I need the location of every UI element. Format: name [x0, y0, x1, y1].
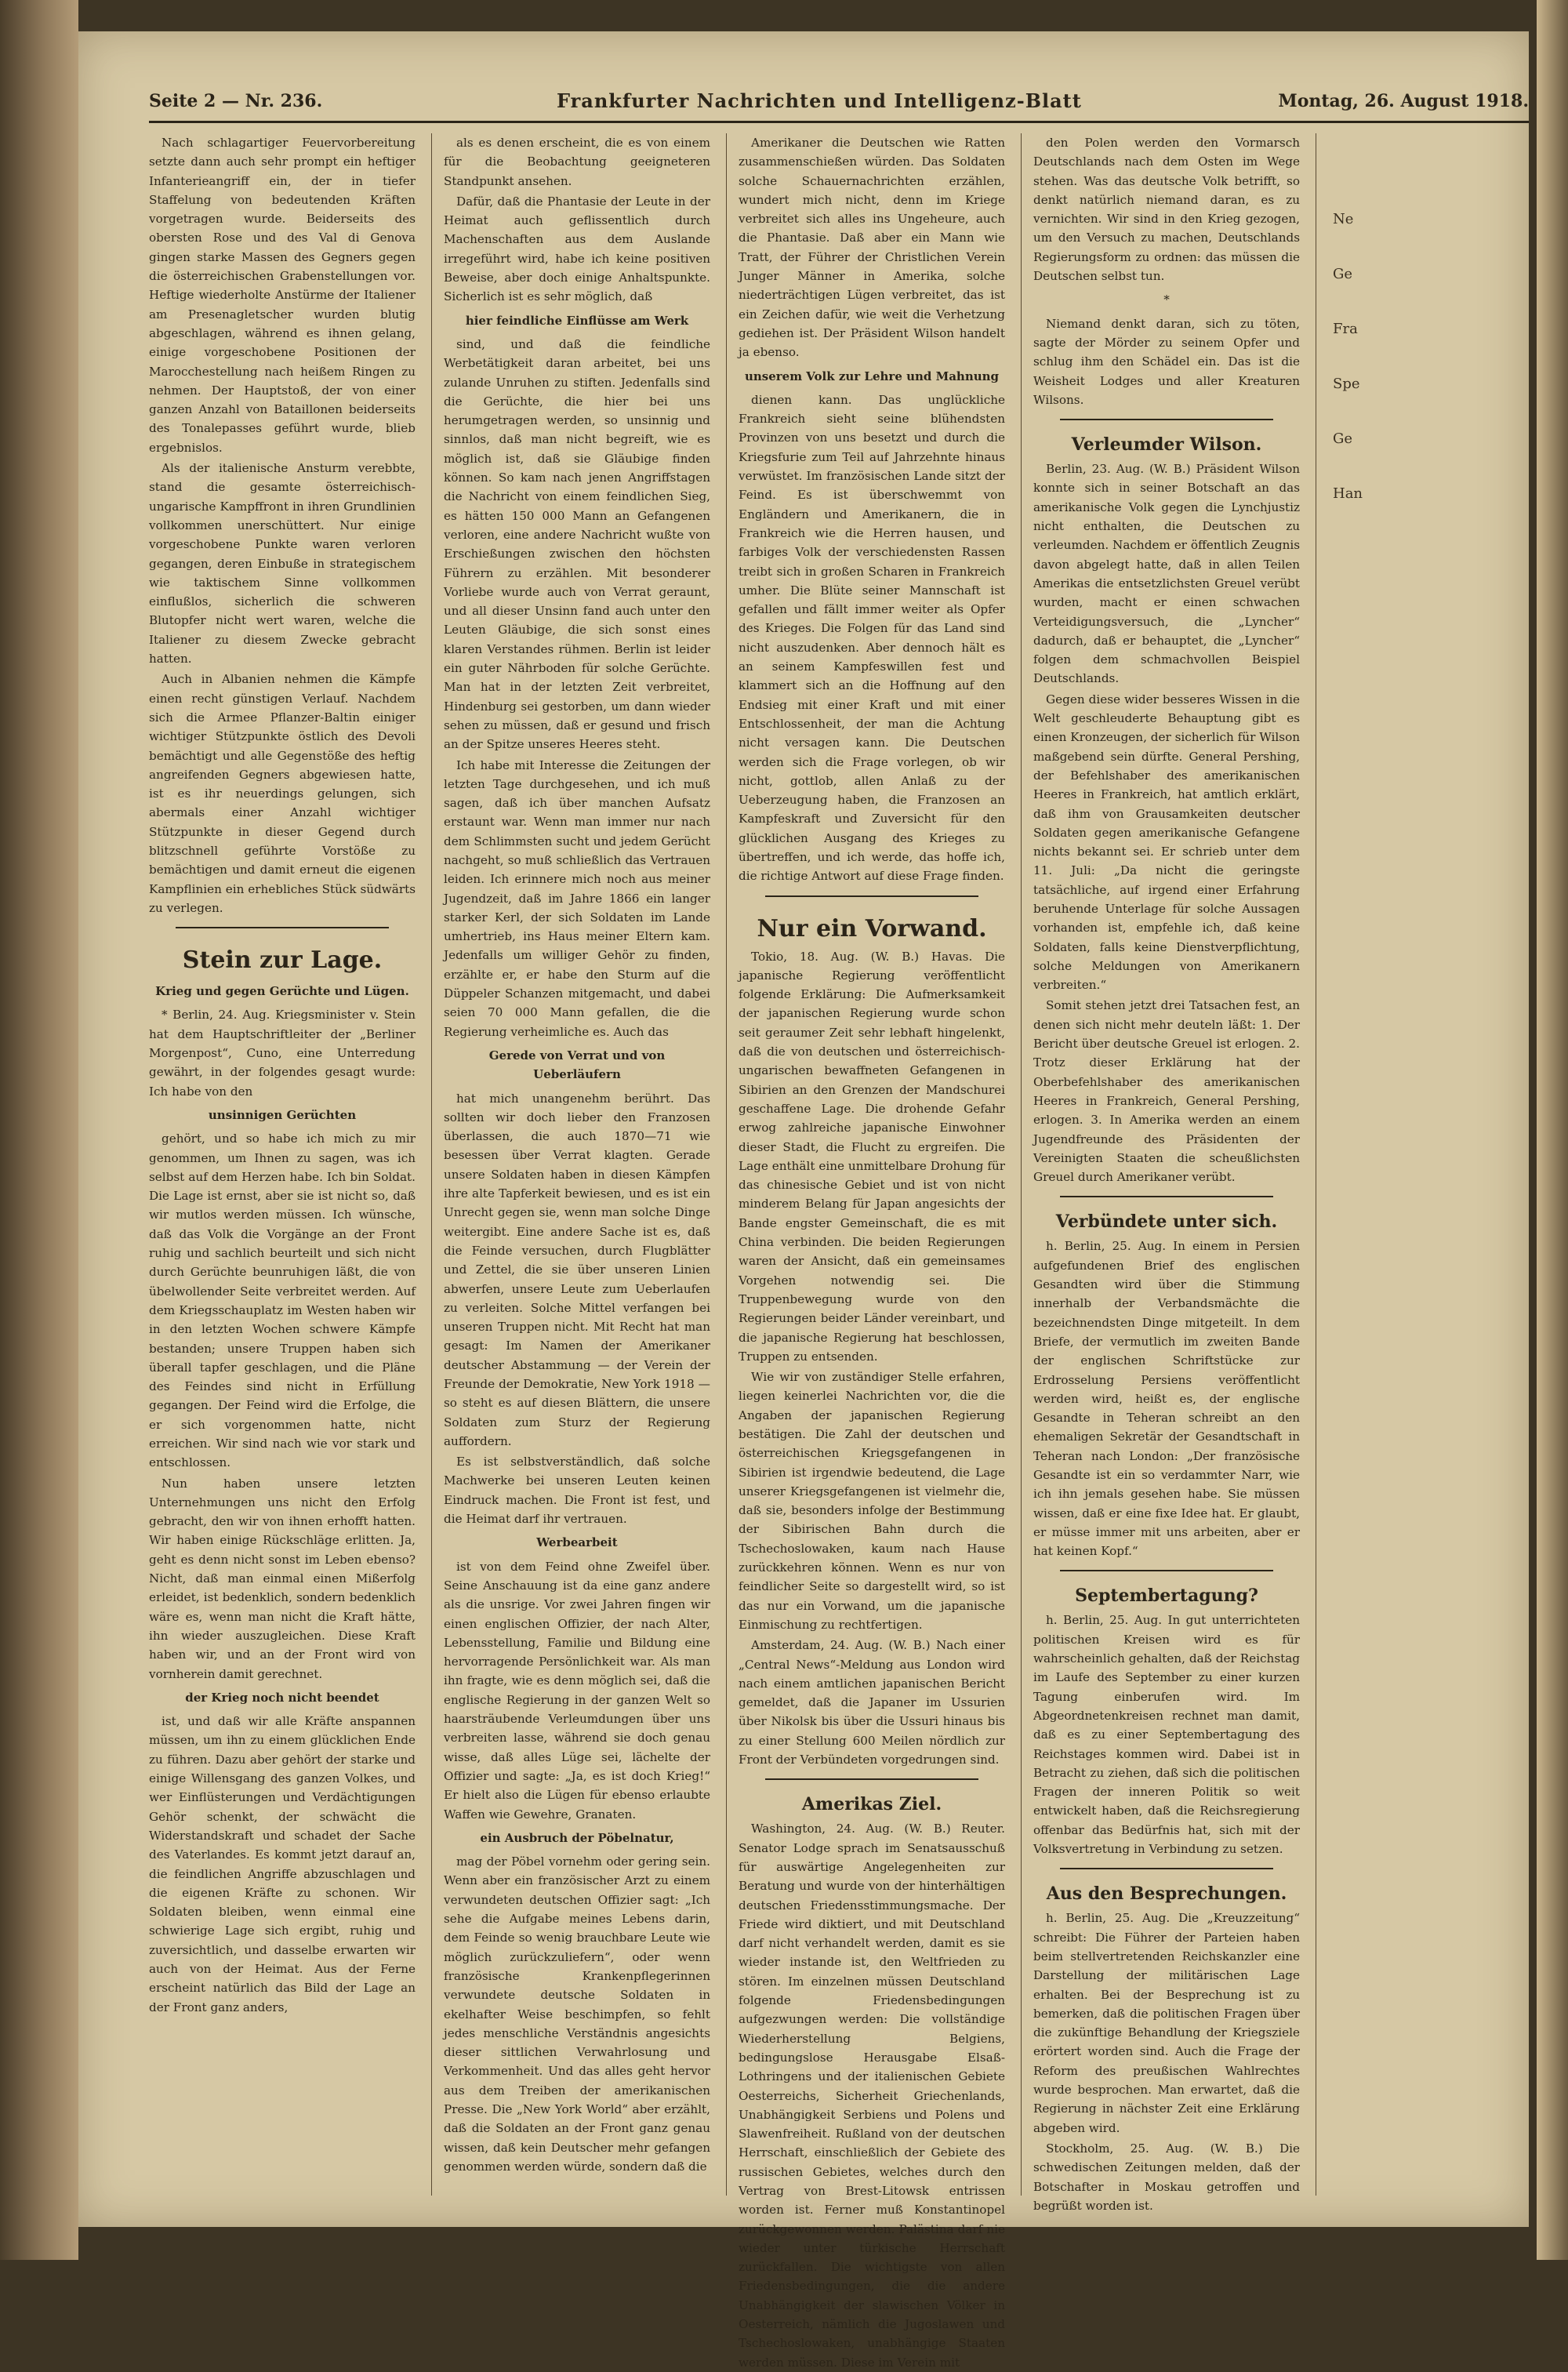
paragraph: dienen kann. Das unglückliche Frankreich sieht seine blühendsten Provinzen von uns besetzt und durch die Kriegsfurie zum Teil auf Jahrzehnte hinaus verwüstet. Im französischen Lande sitzt der Feind. Es ist überschwemmt von Engländern und Amerikanern, die in Frankreich wie die Herren hausen, und farbiges Volk der verschiedensten Rassen treibt sich in großen Scharen in Frankreich umher. Die Blüte seiner Mannschaft ist gefallen und fällt immer weiter als Opfer des Krieges. Die Folgen für das Land sind nicht auszudenken. Aber dennoch hält es an seinem Kampfeswillen fest und klammert sich an die Hoffnung auf den Endsieg mit einer Kraft und mit einer Entschlossenheit, der man die Achtung nicht versagen kann. Die Deutschen werden sich die Frage vorlegen, ob wir nicht, gottlob, allen Anlaß zu der Ueberzeugung haben, die Franzosen an Kampfeskraft und Zuversicht für den glücklichen Ausgang des Krieges zu übertreffen, und ich werde, das hoffe ich, die richtige Antwort auf diese Frage finden. — [739, 392, 1005, 884]
asterisk-separator: * — [1163, 292, 1170, 307]
divider — [765, 895, 978, 897]
fragment-text: Fra — [1333, 321, 1358, 337]
paragraph: Stockholm, 25. Aug. (W. B.) Die schwedischen Zeitungen melden, daß der Botschafter in Moskau getroffen und begrüßt worden ist. — [1033, 2141, 1300, 2213]
paragraph: Gegen diese wider besseres Wissen in die Welt geschleuderte Behauptung gibt es einen Kronzeugen, der sicherlich für Wilson maßgebend sein dürfte. General Pershing, der Befehlshaber des amerikanischen Heeres in Frankreich, hat amtlich erklärt, daß ihm von Grausamkeiten deutscher Soldaten gegen amerikanische Gefangene nichts bekannt sei. Er schrieb unter dem 11. Juli: „Da nicht die geringste tatsächliche, auf irgend einer Erfahrung beruhende Unterlage für solche Aussagen vorhanden ist, empfehle ich, daß keine Soldaten, falls keine Dienstverpflichtung, solche Meldungen von Amerikanern verbreiten.“ — [1033, 692, 1300, 993]
headline-besprechungen: Aus den Besprechungen. — [1046, 1883, 1287, 1905]
paragraph: ist, und daß wir alle Kräfte anspannen müssen, um ihn zu einem glücklichen Ende zu führen. Dazu aber gehört der starke und einige Willensgang des ganzen Volkes, und wer Einflüsterungen und Verdächtigungen Gehör schenkt, der schwächt die Widerstandskraft und schadet der Sache des Vaterlandes. Es kommt jetzt darauf an, die feindlichen Angriffe abzuschlagen und die eigenen Kräfte zu schonen. Wir Soldaten bleiben, wenn einmal eine schwierige Lage sich ergibt, ruhig und zuversichtlich, und dasselbe erwarten wir auch von der Heimat. Aus der Ferne erscheint natürlich das Bild der Lage an der Front ganz anders, — [149, 1714, 416, 2014]
headline-wilson: Verleumder Wilson. — [1071, 434, 1262, 456]
book-spine — [0, 0, 78, 2260]
paragraph: mag der Pöbel vornehm oder gering sein. Wenn aber ein französischer Arzt zu einem verwundeten deutschen Offizier sagt: „Ich sehe die Aufgabe meines Lebens darin, dem Feinde so wenig brauchbare Leute wie möglich zurückzuliefern“, oder wenn französische Krankenpflegerinnen verwundete deutsche Soldaten in ekelhafter Weise beschimpfen, so fehlt jedes menschliche Verständnis angesichts dieser sittlichen Verwahrlosung und Verkommenheit. Und das alles geht hervor aus dem Treiben der amerikanischen Presse. Die „New York World“ aber erzählt, daß die Soldaten an der Front ganz genau wissen, daß kein Deutscher mehr gefangen genommen werden würde, sondern daß die — [444, 1854, 710, 2174]
paragraph: Tokio, 18. Aug. (W. B.) Havas. Die japanische Regierung veröffentlicht folgende Erklärung: Die Aufmerksamkeit der japanischen Regierung wurde schon seit geraumer Zeit sehr lebhaft hingelenkt, daß die von deutschen und österreichisch-ungarischen bewaffneten Gefangenen in Sibirien an den Grenzen der Mandschurei geschaffene Lage. Die drohende Gefahr erwog zahlreiche japanische Einwohner dieser Stadt, die Flucht zu ergreifen. Die Lage enthält eine unmittelbare Drohung für das chinesische Gebiet und ist von nicht minderem Belang für Japan angesichts der Bande engster Gemeinschaft, die es mit China verbinden. Die beiden Regierungen waren der Ansicht, daß ein gemeinsames Vorgehen notwendig sei. Die Truppenbewegung wurde von den Regierungen beider Länder vereinbart, und die japanische Regierung hat beschlossen, Truppen zu entsenden. — [739, 949, 1005, 1364]
newspaper-page — [78, 31, 1529, 2370]
paragraph: Wie wir von zuständiger Stelle erfahren, liegen keinerlei Nachrichten vor, die die Angaben der japanischen Regierung bestätigen. Die Zahl der deutschen und österreichischen Kriegsgefangenen in Sibirien ist irgendwie bedeutend, die Lage unserer Kriegsgefangenen ist vielmehr die, daß sie, besonders infolge der Bestimmung der Sibirischen Bahn durch die Tschechoslowaken, kaum nach Hause zurückkehren können. Wenn es nur von feindlicher Seite so dargestellt wird, so ist das nur ein Vorwand, um die japanische Einmischung zu rechtfertigen. — [739, 1370, 1005, 1632]
divider — [1060, 1868, 1273, 1869]
page-edge — [1537, 0, 1568, 2260]
column-1 — [149, 133, 416, 2203]
paragraph: Nach schlagartiger Feuervorbereitung setzte dann auch sehr prompt ein heftiger Infanterieangriff ein, der in tiefer Staffelung von bedeutenden Kräften vorgetragen wurde. Beiderseits des obersten Rose und des Val di Genova gingen starke Massen des Gegners gegen die österreichischen Grabenstellungen vor. Heftige wiederholte Anstürme der Italiener am Presenagletscher wurden blutig abgeschlagen, während es ihnen gelang, einige vorgeschobene Positionen der Marocchestellung nach heißem Ringen zu nehmen. Der Hauptstoß, der von einer ganzen Anzahl von Bataillonen beiderseits des Tonalepasses geführt wurde, blieb ergebnislos. — [149, 136, 416, 455]
paragraph: gehört, und so habe ich mich zu mir genommen, um Ihnen zu sagen, was ich selbst auf dem Herzen habe. Ich bin Soldat. Die Lage ist ernst, aber sie ist nicht so, daß wir mutlos werden müssen. Ich wünsche, daß das Volk die Vorgänge an der Front ruhig und sachlich beurteilt und sich nicht durch Gerüchte beunruhigen läßt, die von übelwollender Seite verbreitet werden. Auf dem Kriegsschauplatz im Westen haben wir in den letzten Wochen schwere Kämpfe bestanden; unsere Truppen haben sich überall tapfer geschlagen, und die Pläne des Feindes sind nicht in Erfüllung gegangen. Der Feind wird die Erfolge, die er sich vorgenommen hatte, nicht erreichen. Wir sind nach wie vor stark und entschlossen. — [149, 1132, 416, 1470]
paragraph: Amsterdam, 24. Aug. (W. B.) Nach einer „Central News“-Meldung aus London wird nach einem amtlichen japanischen Bericht gemeldet, daß die Japaner im Ussurien über Nikolsk bis über die Ussuri hinaus bis zu einer Stellung 600 Meilen nördlich zur Front der Verbündeten vorgedrungen sind. — [739, 1638, 1005, 1767]
page-number: Seite 2 — Nr. 236. — [149, 91, 323, 111]
paragraph: * Berlin, 24. Aug. Kriegsminister v. Stein hat dem Hauptschriftleiter der „Berliner Morgenpost“, Cuno, eine Unterredung gewährt, in der folgendes gesagt wurde: Ich habe von den — [149, 1008, 416, 1099]
newspaper-name: Frankfurter Nachrichten und Intelligenz-Blatt — [557, 89, 1082, 112]
masthead — [149, 86, 1529, 123]
fragment-text: Ge — [1333, 430, 1353, 447]
column-2 — [444, 133, 710, 2203]
paragraph: Auch in Albanien nehmen die Kämpfe einen recht günstigen Verlauf. Nachdem sich die Armee Pflanzer-Baltin einiger wichtiger Stützpunkte östlich des Devoli bemächtigt und alle Gegenstöße des heftig angreifenden Gegners abgewiesen hatte, ist es ihr neuerdings gelungen, sich abermals einer Anzahl wichtiger Stützpunkte in dieser Gegend durch blitzschnell geführte Vorstöße zu bemächtigen und damit erneut die eigenen Kampflinien ein erhebliches Stück südwärts zu verlegen. — [149, 672, 416, 915]
paragraph: ist von dem Feind ohne Zweifel über. Seine Anschauung ist da eine ganz andere als die unsrige. Vor zwei Jahren fingen wir einen englischen Offizier, der nach Alter, Lebensstellung, Familie und Bildung eine hervorragende Persönlichkeit war. Als man ihn fragte, wie es denn möglich sei, daß die englische Regierung in der ganzen Welt so haarsträubende Verleumdungen über uns verbreiten lasse, während sie doch genau wisse, daß alles Lüge sei, lächelte der Offizier und sagte: „Ja, es ist doch Krieg!“ Er hielt also die Lügen für ebenso erlaubte Waffen wie Gewehre, Granaten. — [444, 1559, 710, 1822]
column-3 — [739, 133, 1005, 2370]
paragraph: h. Berlin, 25. Aug. In einem in Persien aufgefundenen Brief des englischen Gesandten wird über die Stimmung innerhalb der Verbandsmächte die bezeichnendsten Dinge mitgeteilt. In dem Briefe, der vermutlich im zweiten Bande der englischen Schriftstücke zur Erdrosselung Persiens veröffentlicht werden wird, heißt es, der englische Gesandte in Teheran schreibt an den ehemaligen Sekretär der Gesandtschaft in Teheran nach London: „Der französische Gesandte ist ein so verdammter Narr, wie ich ihn jemals gesehen habe. Sie müssen wissen, daß er eine fixe Idee hat. Er glaubt, er müsse immer mit uns arbeiten, aber er hat keinen Kopf.“ — [1033, 1239, 1300, 1559]
headline-amerika: Amerikas Ziel. — [801, 1794, 942, 1815]
paragraph: Ich habe mit Interesse die Zeitungen der letzten Tage durchgesehen, und ich muß sagen, daß ich über manchen Aufsatz erstaunt war. Wenn man immer nur nach dem Schlimmsten sucht und jedem Gerücht nachgeht, so muß schließlich das Vertrauen leiden. Ich erinnere mich noch aus meiner Jugendzeit, daß im Jahre 1866 ein langer starker Kerl, der sich Soldaten im Lande umhertrieb, ins Haus meiner Eltern kam. Jedenfalls um williger Gehör zu finden, erzählte er, er habe den Sturm auf die Düppeler Schanzen mitgemacht, und dabei seien 70 000 Mann gefallen, die die Regierung verheimliche es. Auch das — [444, 757, 710, 1039]
inline-heading: ein Ausbruch der Pöbelnatur, — [480, 1830, 674, 1845]
paragraph: Nun haben unsere letzten Unternehmungen uns nicht den Erfolg gebracht, den wir von ihnen erhofft hatten. Wir haben einige Rückschläge erlitten. Ja, geht es denn nicht sonst im Leben ebenso? Nicht, daß man einmal einen Mißerfolg erleidet, ist bedenklich, sondern bedenklich wäre es, wenn man nicht die Kraft hätte, ihn wieder auszugleichen. Diese Kraft haben wir, und an der Front wird von vornherein damit gerechnet. — [149, 1476, 416, 1681]
divider — [176, 927, 389, 928]
paragraph: Niemand denkt daran, sich zu töten, sagte der Mörder zu seinem Opfer und schlug ihm den Schädel ein. Das ist die Weisheit Lodges und aller Kreaturen Wilsons. — [1033, 316, 1300, 407]
paragraph: Somit stehen jetzt drei Tatsachen fest, an denen sich nicht mehr deuteln läßt: 1. Der Bericht über deutsche Greuel ist erlogen. 2. Trotz dieser Erklärung hat der Oberbefehlshaber des amerikanischen Heeres in Frankreich, General Pershing, erlogen. 3. In Amerika werden an einem Jugendfreunde des Präsidenten der Vereinigten Staaten die scheußlichsten Greuel durch Amerikaner verübt. — [1033, 998, 1300, 1185]
paragraph: Berlin, 23. Aug. (W. B.) Präsident Wilson konnte sich in seiner Botschaft an das amerikanische Volk gegen die Lynchjustiz nicht enthalten, die Deutschen zu verleumden. Nachdem er öffentlich Zeugnis davon abgelegt hatte, daß in allen Teilen Amerikas die entsetzlichsten Greuel verübt wurden, macht er einen schwachen Verteidigungsversuch, die „Lyncher“ dadurch, daß er behauptet, die „Lyncher“ folgen dem schmachvollen Beispiel Deutschlands. — [1033, 462, 1300, 686]
divider — [765, 1778, 978, 1780]
headline-stein: Stein zur Lage. — [182, 946, 383, 975]
paragraph: den Polen werden den Vormarsch Deutschlands nach dem Osten im Wege stehen. Was das deutsche Volk betrifft, so denkt natürlich niemand daran, es zu vernichten. Wir sind in den Krieg gezogen, um den Versuch zu machen, Deutschlands Regierungsform zu ordnen: das müssen die Deutschen selbst tun. — [1033, 136, 1300, 284]
inline-heading: der Krieg noch nicht beendet — [185, 1690, 379, 1705]
paragraph: als es denen erscheint, die es von einem für die Beobachtung geeigneteren Standpunkt ansehen. — [444, 136, 710, 188]
column-rule — [431, 133, 432, 2196]
paragraph: h. Berlin, 25. Aug. Die „Kreuzzeitung“ schreibt: Die Führer der Parteien haben beim stellvertretenden Reichskanzler eine Darstellung der militärischen Lage erhalten. Bei der Besprechung ist zu bemerken, daß die politischen Fragen über die zukünftige Behandlung der Kriegsziele erörtert worden sind. Auch die Frage der Reform des preußischen Wahlrechtes wurde besprochen. Man erwartet, daß die Regierung in nächster Zeit eine Erklärung abgeben wird. — [1033, 1911, 1300, 2135]
fragment-text: Spe — [1333, 376, 1360, 392]
inline-heading: unsinnigen Gerüchten — [208, 1107, 357, 1122]
paragraph: sind, und daß die feindliche Werbetätigkeit daran arbeitet, bei uns zulande Unruhen zu stiften. Jedenfalls sind die Gerüchte, die hier bei uns herumgetragen werden, so unsinnig und sinnlos, daß man nicht begreift, wie es möglich ist, daß sie Gläubige finden können. So kam nach jenen Angriffstagen die Nachricht von einem feindlichen Sieg, es hätten 150 000 Mann an Gefangenen verloren, eine andere Nachricht wußte von Erschießungen zwischen den höchsten Führern zu erzählen. Mit besonderer Vorliebe wurde auch von Verrat geraunt, und all dieser Unsinn fand auch unter den Leuten Gläubige, die sich sonst eines klaren Verstandes rühmen. Berlin ist leider ein guter Nährboden für solche Gerüchte. Man hat in der letzten Zeit verbreitet, Hindenburg sei gestorben, um dann wieder sehen zu müssen, daß er gesund und frisch an der Spitze unseres Heeres steht. — [444, 336, 710, 752]
paragraph: Washington, 24. Aug. (W. B.) Reuter. Senator Lodge sprach im Senatsausschuß für auswärtige Angelegenheiten zur Beratung und wurde von der hinterhältigen deutschen Friedensstimmungsmache. Der Friede wird diktiert, und mit Deutschland darf nicht verhandelt werden, damit es sie wieder instande ist, den Weltfrieden zu stören. Im einzelnen müssen Deutschland folgende Friedensbedingungen aufgezwungen werden: Die vollständige Wiederherstellung Belgiens, bedingungslose Herausgabe Elsaß-Lothringens und der italienischen Gebiete Oesterreichs, Sicherheit Griechenlands, Unabhängigkeit Serbiens und Polens und Slawenfreiheit. Rußland von der deutschen Herrschaft, einschließlich der Gebiete des russischen Gebietes, welches durch den Vertrag von Brest-Litowsk entrissen worden ist. Ferner muß Konstantinopel zurückgewonnen werden. Palästina darf nie wieder unter türkische Herrschaft zurückfallen. Die wichtigste von allen Friedensbedingungen, die die andere Unabhängigkeit der slawischen Völker in Oesterreich, nämlich die Jugoslawen und Tschechoslowaken, unabhängige Staaten werden müssen. Diese im Verein mit — [739, 1822, 1005, 2370]
fragment-text: Han — [1333, 485, 1363, 502]
divider — [1060, 1196, 1273, 1197]
headline-vorwand: Nur ein Vorwand. — [757, 914, 987, 943]
inline-heading: Werbearbeit — [536, 1535, 618, 1550]
inline-heading: Gerede von Verrat und von Ueberläufern — [488, 1048, 666, 1082]
headline-septembertagung: Septembertagung? — [1075, 1586, 1258, 1607]
paragraph: Es ist selbstverständlich, daß solche Machwerke bei unseren Leuten keinen Eindruck machen. Die Front ist fest, und die Heimat darf ihr vertrauen. — [444, 1455, 710, 1527]
issue-date: Montag, 26. August 1918. — [1278, 91, 1529, 111]
paragraph: hat mich unangenehm berührt. Das sollten wir doch lieber den Franzosen überlassen, die auch 1870—71 wie besessen über Verrat klagten. Gerade unsere Soldaten haben in diesen Kämpfen ihre alte Tapferkeit bewiesen, und es ist ein Unrecht gegen sie, wenn man solche Dinge weitergibt. Eine andere Sache ist es, daß die Feinde versuchen, durch Flugblätter und Zettel, die sie über unseren Linien abwerfen, unsere Leute zum Ueberlaufen zu verleiten. Solche Mittel verfangen bei unseren Truppen nicht. Mit Recht hat man gesagt: Im Namen der Amerikaner deutscher Abstammung — der Verein der Freunde der Demokratie, New York 1918 — so steht es auf diesen Blättern, die unsere Soldaten zum Sturz der Regierung auffordern. — [444, 1091, 710, 1448]
paragraph: Als der italienische Ansturm verebbte, stand die gesamte österreichisch-ungarische Kampffront in ihren Grundlinien vollkommen unerschüttert. Nur einige vorgeschobene Punkte waren verloren gegangen, deren Einbuße in strategischem wie taktischem Sinne vollkommen einflußlos, sicherlich die schweren Blutopfer nicht wert waren, welche die Italiener zu diesem Zwecke gebracht hatten. — [149, 461, 416, 667]
paragraph: h. Berlin, 25. Aug. In gut unterrichteten politischen Kreisen wird es für wahrscheinlich gehalten, daß der Reichstag im Laufe des September zu einer kurzen Tagung einberufen wird. Im Abgeordnetenkreisen rechnet man damit, daß es zu einer Septembertagung des Reichstages kommen wird. Dabei ist in Betracht zu ziehen, daß sich die politischen Fragen der inneren Politik so weit entwickelt haben, daß die Reichsregierung offenbar das Bedürfnis hat, sich mit der Volksvertretung in Verbindung zu setzen. — [1033, 1613, 1300, 1857]
inline-heading: unserem Volk zur Lehre und Mahnung — [744, 369, 1000, 383]
fragment-text: Ne — [1333, 211, 1354, 227]
paragraph: Amerikaner die Deutschen wie Ratten zusammenschießen würden. Das Soldaten solche Schauernachrichten erzählen, wundert mich nicht, denn im Kriege verbreitet sich alles ins Ungeheure, auch die Phantasie. Daß aber ein Mann wie Tratt, der Führer der Christlichen Verein Junger Männer in Amerika, solche niederträchtigen Lügen verbreitet, das ist ein Zeichen dafür, wie weit die Verhetzung gediehen ist. Der Präsident Wilson handelt ja ebenso. — [739, 136, 1005, 360]
column-rule — [726, 133, 727, 2196]
subheadline: Krieg und gegen Gerüchte und Lügen. — [155, 984, 409, 999]
paragraph: Dafür, daß die Phantasie der Leute in der Heimat auch geflissentlich durch Machenschaften aus dem Auslande irregeführt wird, habe ich keine positiven Beweise, aber doch einige Anhaltspunkte. Sicherlich ist es sehr möglich, daß — [444, 194, 710, 304]
column-rule — [1021, 133, 1022, 2196]
inline-heading: hier feindliche Einflüsse am Werk — [465, 313, 689, 328]
column-4 — [1033, 133, 1300, 2213]
divider — [1060, 419, 1273, 420]
fragment-text: Ge — [1333, 266, 1353, 282]
divider — [1060, 1570, 1273, 1571]
adjacent-column-fragments — [1333, 204, 1396, 533]
headline-verbuendete: Verbündete unter sich. — [1055, 1211, 1278, 1233]
